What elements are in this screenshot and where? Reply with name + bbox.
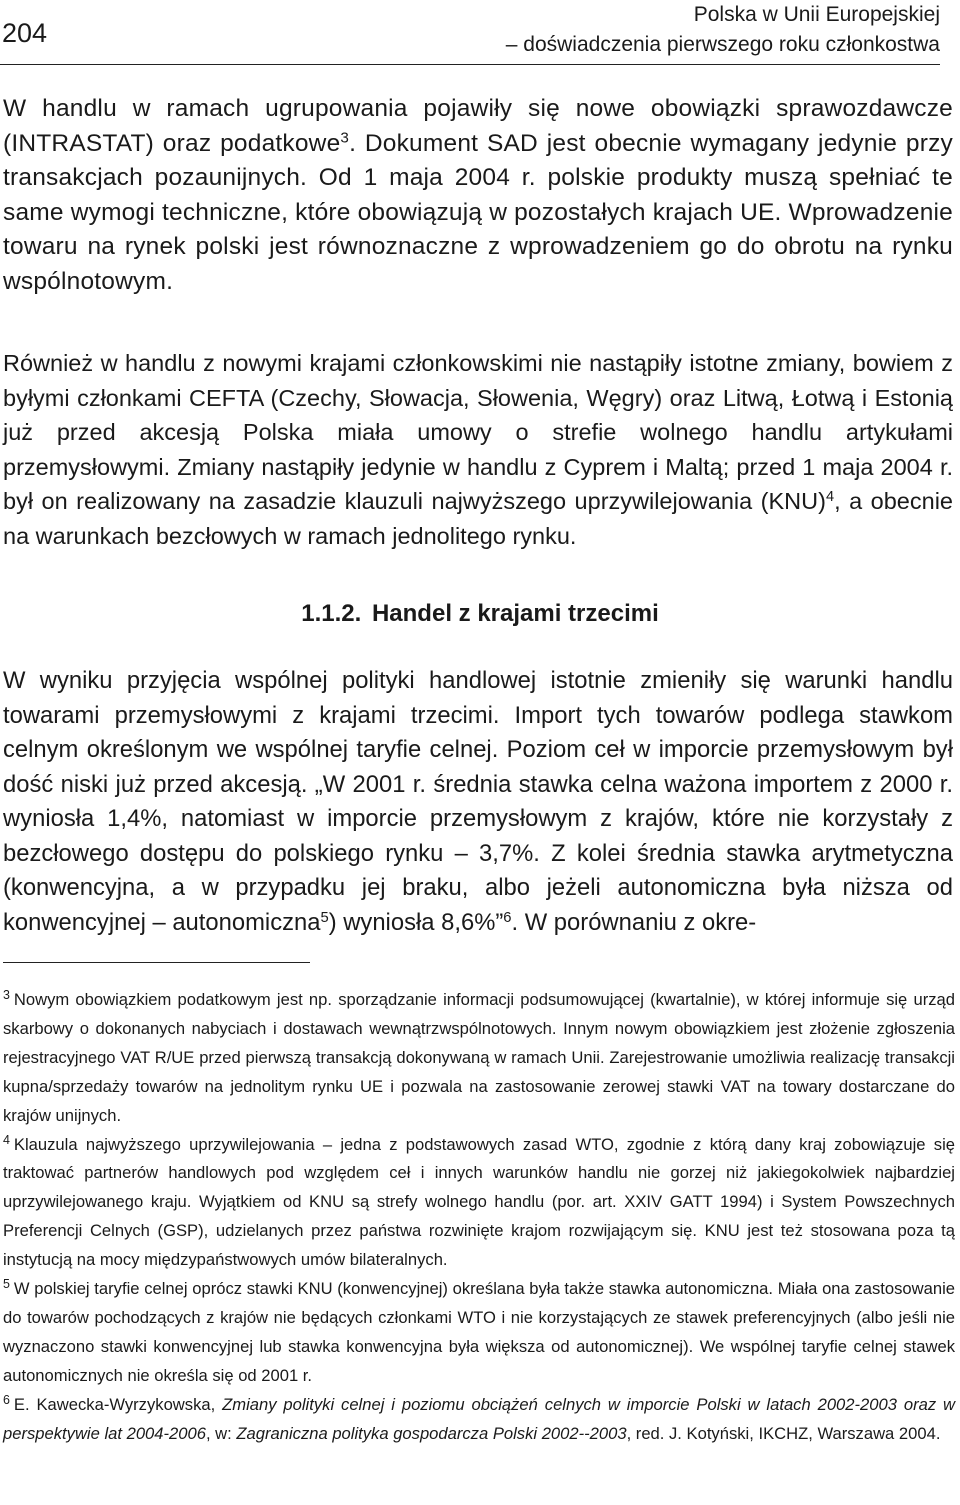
footnote-ref-6[interactable]: 6 [503,909,512,926]
running-header-title: Polska w Unii Europejskiej [693,3,940,26]
footnote-ref-3[interactable]: 3 [340,129,350,147]
footnote-4 [3,1131,955,1276]
citation-title: Zmiany polityki celnej i poziomu obciążeń celnych w imporcie Polski w latach 2002-2003 oraz w perspektywie lat 2004-2006 [3,1394,955,1443]
footnote-text: Klauzula najwyższego uprzywilejowania – jedna z podstawowych zasad WTO, zgodnie z którą dany kraj zobowiązuje się traktować partnerów handlowych pod względem ceł i innych warunków handlu nie gorzej niż jakiegokolwiek najbardziej uprzywilejowanego kraju. Wyjątkiem od KNU są strefy wolnego handlu (por. art. XXIV GATT 1994) i System Powszechnych Preferencji Celnych (GSP), udzielanych przez państwa rozwinięte krajom rozwijającym się. KNU jest też stosowana poza tą instytucją na mocy międzypaństwowych umów bilateralnych. [3,1134,955,1270]
footnote-number: 5 [3,1277,10,1292]
footnote-number: 4 [3,1132,10,1147]
footnote-6 [3,1391,955,1449]
paragraph-text: W wyniku przyjęcia wspólnej polityki handlowej istotnie zmieniły się warunki handlu towarami przemysłowymi z krajami trzecimi. Import tych towarów podlega stawkom celnym określonym we wspólnej taryfie celnej. Poziom ceł w imporcie przemysłowym był dość niski już przed akcesją. „W 2001 r. średnia stawka celna ważona importem z 2000 r. wyniosła 1,4%, natomiast w imporcie przemysłowym z krajów, które nie korzystały z bezcłowego dostępu do polskiego rynku – 3,7%. Z kolei średnia stawka arytmetyczna (konwencyjna, a w przypadku jej braku, albo jeżeli autonomiczna była niższa od konwencyjnej – autonomiczna [3,667,953,936]
paragraph-text: ) wyniosła 8,6%” [328,908,504,936]
footnote-number: 6 [3,1393,10,1408]
section-title: Handel z krajami trzecimi [371,600,659,627]
paragraph-new-members [3,346,953,553]
header-divider [0,64,940,65]
paragraph-text: W handlu w ramach ugrupowania pojawiły się nowe obowiązki sprawozdawcze (INTRASTAT) oraz podatkowe [3,95,953,157]
citation-publisher: , red. J. Kotyński, IKCHZ, Warszawa 2004. [626,1423,941,1443]
footnotes [3,986,955,1449]
footnote-number: 3 [3,988,10,1003]
paragraph-intrastat [3,92,953,299]
citation-connector: , w: [205,1423,237,1443]
running-header [506,0,940,60]
footnote-text: Nowym obowiązkiem podatkowym jest np. sporządzanie informacji podsumowującej (kwartalnie), w której informuje się urząd skarbowy o dokonanych nabyciach i dostawach wewnątrzwspólnotowych. Innym nowym obowiązkiem jest złożenie zgłoszenia rejestracyjnego VAT R/UE przed pierwszą transakcją dokonywaną w ramach Unii. Zarejestrowanie umożliwia realizację transakcji kupna/sprzedaży towarów na jednolitym rynku UE i pozwala na zastosowanie zerowej stawki VAT na towary dostarczane do krajów unijnych. [3,990,955,1125]
footnote-ref-5[interactable]: 5 [320,909,329,926]
paragraph-text: , a obecnie na warunkach bezcłowych w ramach jednolitego rynku. [3,488,953,549]
paragraph-text: . Dokument SAD jest obecnie wymagany jedynie przy transakcjach pozaunijnych. Od 1 maja 2004 r. polskie produkty muszą spełniać te same wymogi techniczne, które obowiązują w pozostałych krajach UE. Wprowadzenie towaru na rynek polski jest równoznaczne z wprowadzeniem go do obrotu na rynku wspólnotowym. [3,129,953,295]
paragraph-text: Również w handlu z nowymi krajami członkowskimi nie nastąpiły istotne zmiany, bowiem z byłymi członkami CEFTA (Czechy, Słowacja, Słowenia, Węgry) oraz Litwą, Łotwą i Estonią już przed akcesją Polska miała umowy o strefie wolnego handlu artykułami przemysłowymi. Zmiany nastąpiły jedynie w handlu z Cyprem i Maltą; przed 1 maja 2004 r. był on realizowany na zasadzie klauzuli najwyższego uprzywilejowania (KNU) [3,350,953,514]
citation-author: E. Kawecka-Wyrzykowska, [13,1394,223,1414]
footnote-3 [3,986,955,1131]
section-number: 1.1.2. [301,600,362,627]
running-header-subtitle: – doświadczenia pierwszego roku członkostwa [505,33,940,56]
footnote-ref-4[interactable]: 4 [825,489,835,505]
citation-source: Zagraniczna polityka gospodarcza Polski 2002--2003 [236,1423,627,1443]
page-number: 204 [2,18,48,48]
paragraph-third-countries [3,664,953,940]
paragraph-text: . W porównaniu z okre- [511,908,757,936]
section-heading [0,600,960,628]
footnote-text: W polskiej taryfie celnej oprócz stawki KNU (konwencyjnej) określana była także stawka autonomiczna. Miała ona zastosowanie do towarów pochodzących z krajów nie będących członkami WTO i nie korzystających ze stawek preferencyjnych (albo jeśli nie wyznaczono stawki konwencyjnej lub stawka konwencyjna była większa od autonomicznej). We wspólnej taryfie celnej stawek autonomicznych nie określa się od 2001 r. [3,1279,955,1385]
footnote-5 [3,1275,955,1391]
footnote-divider [3,962,310,963]
